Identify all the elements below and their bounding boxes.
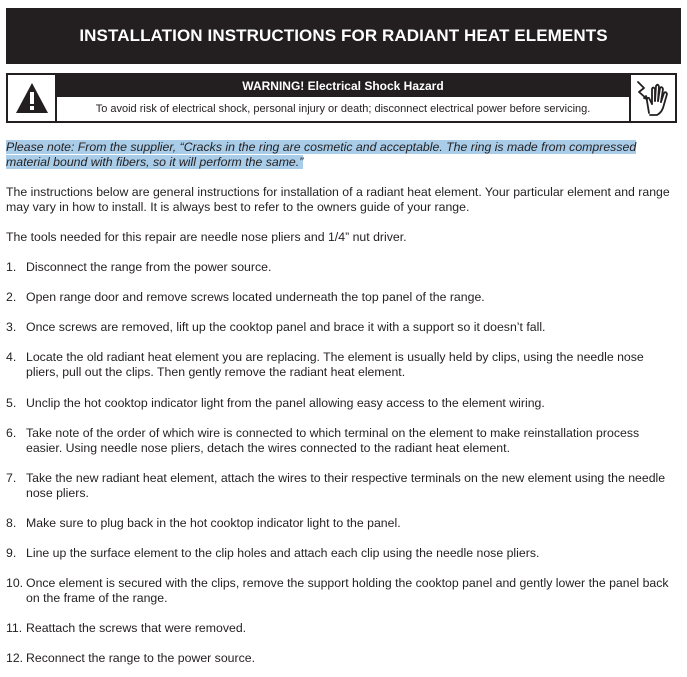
step-number: 11.	[6, 621, 23, 635]
step-text: Reattach the screws that were removed.	[26, 621, 247, 635]
intro-paragraph	[6, 185, 684, 215]
step-item	[6, 576, 678, 606]
step-text: Once screws are removed, lift up the cooktop panel and brace it with a support so it doesn’t fall.	[26, 320, 546, 334]
step-text: Once element is secured with the clips, remove the support holding the cooktop panel and gently lower the panel back on the frame of the range.	[26, 576, 669, 605]
step-text: Locate the old radiant heat element you are replacing. The element is usually held by clips, using the needle nose pliers, pull out the clips. Then gently remove the radiant heat element.	[26, 350, 644, 379]
step-item	[6, 290, 678, 305]
step-number: 4.	[6, 350, 17, 364]
step-text: Make sure to plug back in the hot cooktop indicator light to the panel.	[26, 516, 401, 530]
electrical-shock-hand-icon	[629, 75, 675, 121]
step-item	[6, 260, 678, 275]
tools-paragraph: The tools needed for this repair are needle nose pliers and 1/4” nut driver.	[6, 230, 407, 244]
step-number: 3.	[6, 320, 17, 334]
step-text: Disconnect the range from the power source.	[26, 260, 272, 274]
supplier-note-line-1: Please note: From the supplier, “Cracks in the ring are cosmetic and acceptable. The ring is made from compressed	[6, 140, 637, 154]
exclamation-triangle-icon	[8, 75, 57, 121]
step-item	[6, 426, 678, 456]
step-text: Take note of the order of which wire is connected to which terminal on the element to make reinstallation process easier. Using needle nose pliers, detach the wires connected to the radiant heat element.	[26, 426, 640, 455]
page-title: INSTALLATION INSTRUCTIONS FOR RADIANT HEAT ELEMENTS	[6, 8, 681, 64]
step-text: Line up the surface element to the clip holes and attach each clip using the needle nose pliers.	[26, 546, 540, 560]
step-text: Reconnect the range to the power source.	[26, 651, 255, 665]
step-number: 9.	[6, 546, 17, 560]
step-item	[6, 320, 678, 335]
step-number: 10.	[6, 576, 24, 590]
step-item	[6, 546, 678, 561]
warning-heading: WARNING! Electrical Shock Hazard	[57, 75, 629, 97]
step-number: 5.	[6, 396, 17, 410]
step-item	[6, 651, 678, 666]
step-item	[6, 621, 678, 636]
step-number: 6.	[6, 426, 17, 440]
step-number: 7.	[6, 471, 17, 485]
step-item	[6, 471, 678, 501]
step-text: Take the new radiant heat element, attach the wires to their respective terminals on the new element using the needle nose pliers.	[26, 471, 666, 500]
step-item	[6, 350, 678, 380]
step-number: 2.	[6, 290, 17, 304]
intro-line-2: may vary in how to install. It is always best to refer to the owners guide of your range.	[6, 200, 470, 214]
step-number: 1.	[6, 260, 17, 274]
step-item	[6, 516, 678, 531]
step-text: Open range door and remove screws located underneath the top panel of the range.	[26, 290, 485, 304]
supplier-note-line-2: material bound with fibers, so it will perform the same.”	[6, 155, 304, 169]
warning-box	[6, 73, 677, 123]
intro-line-1: The instructions below are general instructions for installation of a radiant heat element. Your particular element and range	[6, 185, 670, 199]
step-text: Unclip the hot cooktop indicator light from the panel allowing easy access to the element wiring.	[26, 396, 545, 410]
step-number: 12.	[6, 651, 24, 665]
supplier-note	[6, 140, 678, 170]
warning-text: To avoid risk of electrical shock, personal injury or death; disconnect electrical power before servicing.	[95, 103, 591, 115]
step-item	[6, 396, 678, 411]
step-number: 8.	[6, 516, 17, 530]
